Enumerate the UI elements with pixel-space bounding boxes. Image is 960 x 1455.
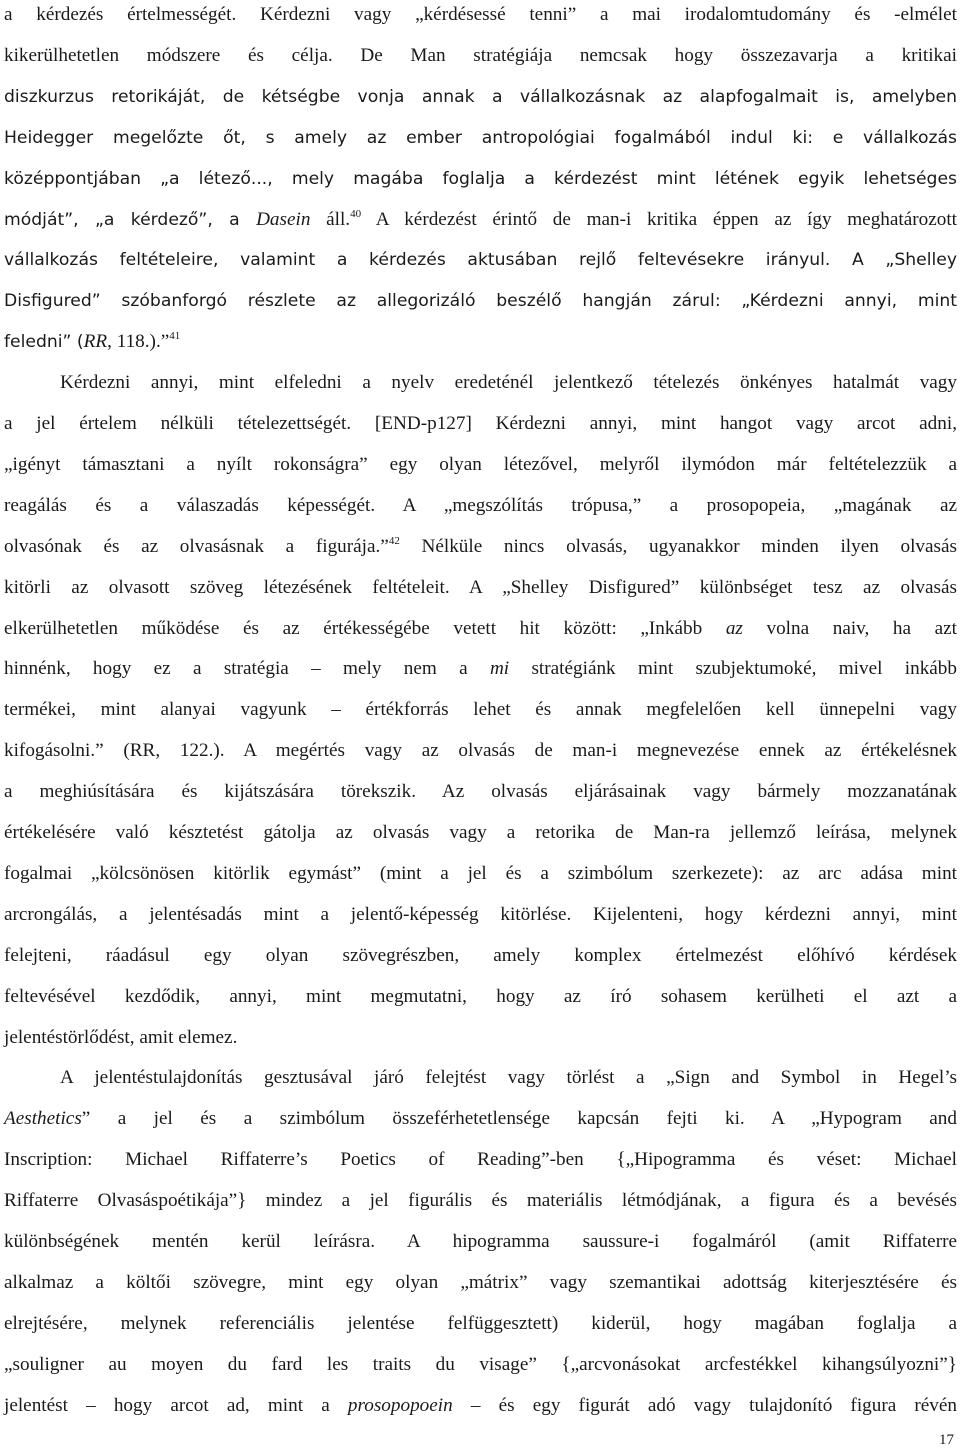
text-segment: a meghiúsítására és kijátszására törekszik. Az olvasás eljárásainak vagy bármely mozzanatának [4,781,957,803]
text-segment: – és egy figurát adó vagy tulajdonító figura révén [452,1394,957,1416]
text-segment: értékelésére való késztetést gátolja az olvasás vagy a retorika de Man-ra jellemző leírása, melynek [4,822,957,843]
text-segment: középpontjában „a létező..., mely magába foglalja a kérdezést mint létének egyik lehetséges [4,168,957,189]
text-segment: , 118.).” [107,331,170,353]
text-segment: olvasónak és az olvasásnak a figurája.” [4,535,389,557]
text-segment: Kérdezni annyi, mint elfeledni a nyelv eredeténél jelentkező tételezés önkényes hatalmát vagy [60,372,957,394]
text-segment: Riffaterre Olvasáspoétikája”} mindez a jel figurális és materiális létmódjának, a figura és a bevésés [4,1190,957,1212]
text-line [4,205,957,235]
text-line [60,1063,957,1093]
italic-text: Dasein [256,208,311,230]
text-line [4,1309,957,1339]
text-segment: „souligner au moyen du fard les traits du visage” {„arcvonásokat arcfestékkel kihangsúlyozni”} [4,1353,957,1375]
text-line [4,164,957,194]
text-segment: „igényt támasztani a nyílt rokonságra” egy olyan létezővel, melyről ilymódon már feltételezzük a [4,453,957,475]
text-line [4,286,957,316]
italic-text: mi [489,658,510,680]
text-segment: stratégiánk mint szubjektumoké, mivel inkább [509,658,957,680]
text-line [4,777,957,807]
italic-text: RR [83,331,108,353]
text-line [4,1391,957,1421]
text-line [4,1227,957,1257]
text-line [4,1350,957,1380]
text-line [4,491,957,521]
text-segment: kitörli az olvasott szöveg létezésének feltételeit. A „Shelley Disfigured” különbséget tesz az olvasás [4,576,957,598]
text-line [4,1104,957,1134]
text-segment: feledni” ( [4,332,84,353]
text-segment: vállalkozás feltételeire, valamint a kérdezés aktusában rejlő feltevésekre irányul. A „Shelley [4,250,957,271]
text-line [4,941,957,971]
text-line [4,123,957,153]
text-line [4,859,957,889]
text-line [4,1186,957,1216]
text-line [4,818,957,848]
text-segment: elkerülhetetlen működése és az értékességébe vetett hit között: „Inkább [4,617,726,639]
text-line [4,327,957,357]
text-line [4,82,957,112]
text-line [4,900,957,930]
text-line [4,982,957,1012]
text-segment: reagálás és a válaszadás képességét. A „megszólítás trópusa,” a prosopopeia, „magának az [4,494,957,516]
text-line [4,573,957,603]
text-line [4,1023,957,1053]
text-segment: Disfigured” szóbanforgó részlete az allegorizáló beszélő hangján zárul: „Kérdezni annyi, mint [4,291,957,312]
text-line [4,1268,957,1298]
text-segment: arcrongálás, a jelentésadás mint a jelentő-képesség kitörlése. Kijelenteni, hogy kérdezni annyi, mint [4,903,957,925]
text-line [4,695,957,725]
text-line [4,614,957,644]
text-line [4,450,957,480]
text-segment: áll. [310,208,351,230]
footnote-ref: 41 [169,330,181,343]
text-segment: a kérdezés értelmességét. Kérdezni vagy „kérdésessé tenni” a mai irodalomtudomány és -elmélet [4,4,957,25]
text-segment: Inscription: Michael Riffaterre’s Poetics of Reading”-ben {„Hipogramma és véset: Michael [4,1149,957,1171]
text-segment: termékei, mint alanyai vagyunk – értékforrás lehet és annak megfelelően kell ünnepelni vagy [4,699,957,721]
italic-text: az [725,617,743,639]
text-segment: fogalmai „kölcsönösen kitörlik egymást” (mint a jel és a szimbólum szerkezete): az arc adása mint [4,862,957,884]
text-segment: ” a jel és a szimbólum összeférhetetlensége kapcsán fejti ki. A „Hypogram and [81,1108,957,1130]
text-segment: Heidegger megelőzte őt, s amely az ember antropológiai fogalmából indul ki: e vállalkozás [4,127,957,148]
text-segment: diszkurzus retorikáját, de kétségbe vonja annak a vállalkozásnak az alapfogalmait is, amelyben [4,86,957,107]
page-number: 17 [939,1432,954,1448]
text-segment: kifogásolni.” (RR, 122.). A megértés vagy az olvasás de man-i megnevezése ennek az értékelésnek [4,740,957,762]
text-line [4,654,957,684]
text-segment: hinnénk, hogy ez a stratégia – mely nem a [4,658,490,680]
text-segment: alkalmaz a költői szövegre, mint egy olyan „mátrix” vagy szemantikai adottság kiterjesztésére és [4,1271,957,1293]
text-line [60,368,957,398]
text-segment: a jel értelem nélküli tételezettségét. [END-p127] Kérdezni annyi, mint hangot vagy arcot adni, [4,413,957,434]
text-segment: Nélküle nincs olvasás, ugyanakkor minden ilyen olvasás [399,535,957,557]
text-line [4,736,957,766]
text-line [4,245,957,275]
footnote-ref: 42 [388,534,400,547]
italic-text: prosopopoein [347,1394,453,1416]
text-segment: jelentést – hogy arcot ad, mint a [4,1394,348,1416]
text-segment: különbségének mentén kerül leírásra. A hipogramma saussure-i fogalmáról (amit Riffaterre [4,1231,957,1252]
footnote-ref: 40 [350,207,362,220]
text-segment: A kérdezést érintő de man-i kritika éppen az így meghatározott [361,208,957,230]
text-segment: jelentéstörlődést, amit elemez. [4,1026,238,1048]
text-segment: módját”, „a kérdező”, a [4,209,257,230]
text-line [4,532,957,562]
text-line [4,409,957,439]
text-line [4,0,957,30]
text-line [4,1145,957,1175]
italic-text: Aesthetics [4,1108,82,1130]
text-segment: elrejtésére, melynek referenciális jelentése felfüggesztett) kiderül, hogy magában foglalja a [4,1312,957,1334]
text-segment: kikerülhetetlen módszere és célja. De Man stratégiája nemcsak hogy összezavarja a kritikai [4,44,957,66]
text-segment: feltevésével kezdődik, annyi, mint megmutatni, hogy az író sohasem kerülheti el azt a [4,985,957,1007]
text-line [4,41,957,71]
text-segment: A jelentéstulajdonítás gesztusával járó felejtést vagy törlést a „Sign and Symbol in Hegel’s [60,1067,957,1089]
text-segment: volna naiv, ha azt [742,617,958,639]
text-segment: felejteni, ráadásul egy olyan szövegrészben, amely komplex értelmezést előhívó kérdések [4,944,957,966]
